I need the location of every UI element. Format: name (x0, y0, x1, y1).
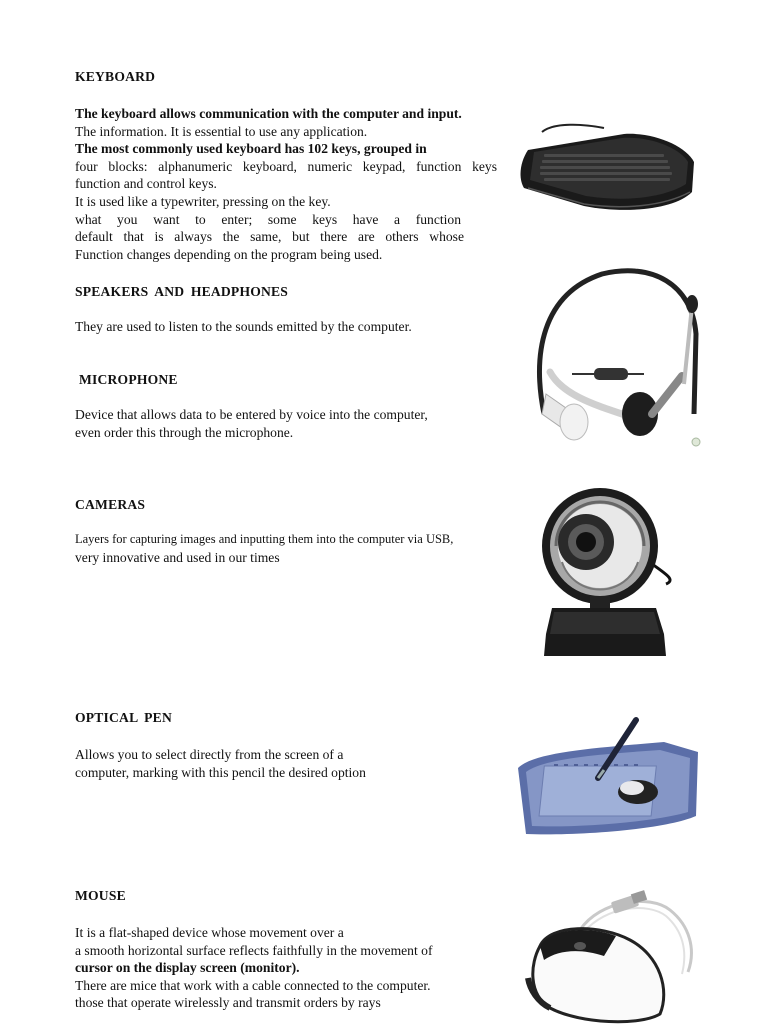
keyboard-line-2: The information. It is essential to use any application. (75, 123, 368, 139)
cameras-text (75, 531, 453, 566)
optical-pen-line-1: Allows you to select directly from the screen of a (75, 747, 344, 762)
mouse-line-2: a smooth horizontal surface reflects faithfully in the movement of (75, 942, 433, 958)
mouse-line-1: It is a flat-shaped device whose movement over a (75, 925, 344, 940)
optical-pen-text (75, 746, 366, 781)
pen-tablet-image (514, 712, 700, 842)
mouse-text (75, 924, 432, 1012)
cameras-line-2: very innovative and used in our times (75, 549, 280, 565)
keyboard-image (514, 118, 700, 218)
heading-speakers-headphones: SPEAKERS AND HEADPHONES (75, 284, 289, 299)
keyboard-line-5: function and control keys. (75, 176, 217, 192)
keyboard-line-4: four blocks: alphanumeric keyboard, numeric keypad, function keys (75, 158, 497, 174)
keyboard-line-7: what you want to enter; some keys have a function (75, 211, 461, 227)
heading-optical-pen: OPTICAL PEN (75, 710, 172, 725)
heading-microphone: MICROPHONE (79, 372, 178, 387)
optical-pen-line-2: computer, marking with this pencil the desired option (75, 764, 366, 780)
keyboard-line-1: The keyboard allows communication with the computer and input. (75, 106, 462, 121)
heading-keyboard: KEYBOARD (75, 69, 156, 84)
mouse-line-3: cursor on the display screen (monitor). (75, 960, 300, 976)
headphones-image (532, 264, 704, 452)
microphone-line-2: even order this through the microphone. (75, 424, 294, 440)
keyboard-line-8: default that is always the same, but there are others whose (75, 229, 464, 245)
speakers-line-1: They are used to listen to the sounds emitted by the computer. (75, 319, 412, 334)
webcam-image (516, 484, 700, 668)
heading-cameras: CAMERAS (75, 497, 146, 512)
mouse-image (520, 890, 702, 1024)
keyboard-line-3: The most commonly used keyboard has 102 keys, grouped in (75, 141, 427, 157)
keyboard-text (75, 105, 497, 263)
mouse-line-4: There are mice that work with a cable connected to the computer. (75, 977, 431, 993)
heading-mouse: MOUSE (75, 888, 126, 903)
cameras-line-1: Layers for capturing images and inputting them into the computer via USB, (75, 532, 454, 546)
keyboard-line-6: It is used like a typewriter, pressing on the key. (75, 193, 331, 209)
mouse-line-5: those that operate wirelessly and transmit orders by rays (75, 995, 381, 1011)
keyboard-line-9: Function changes depending on the program being used. (75, 246, 383, 262)
microphone-text (75, 406, 428, 441)
microphone-line-1: Device that allows data to be entered by voice into the computer, (75, 407, 428, 422)
